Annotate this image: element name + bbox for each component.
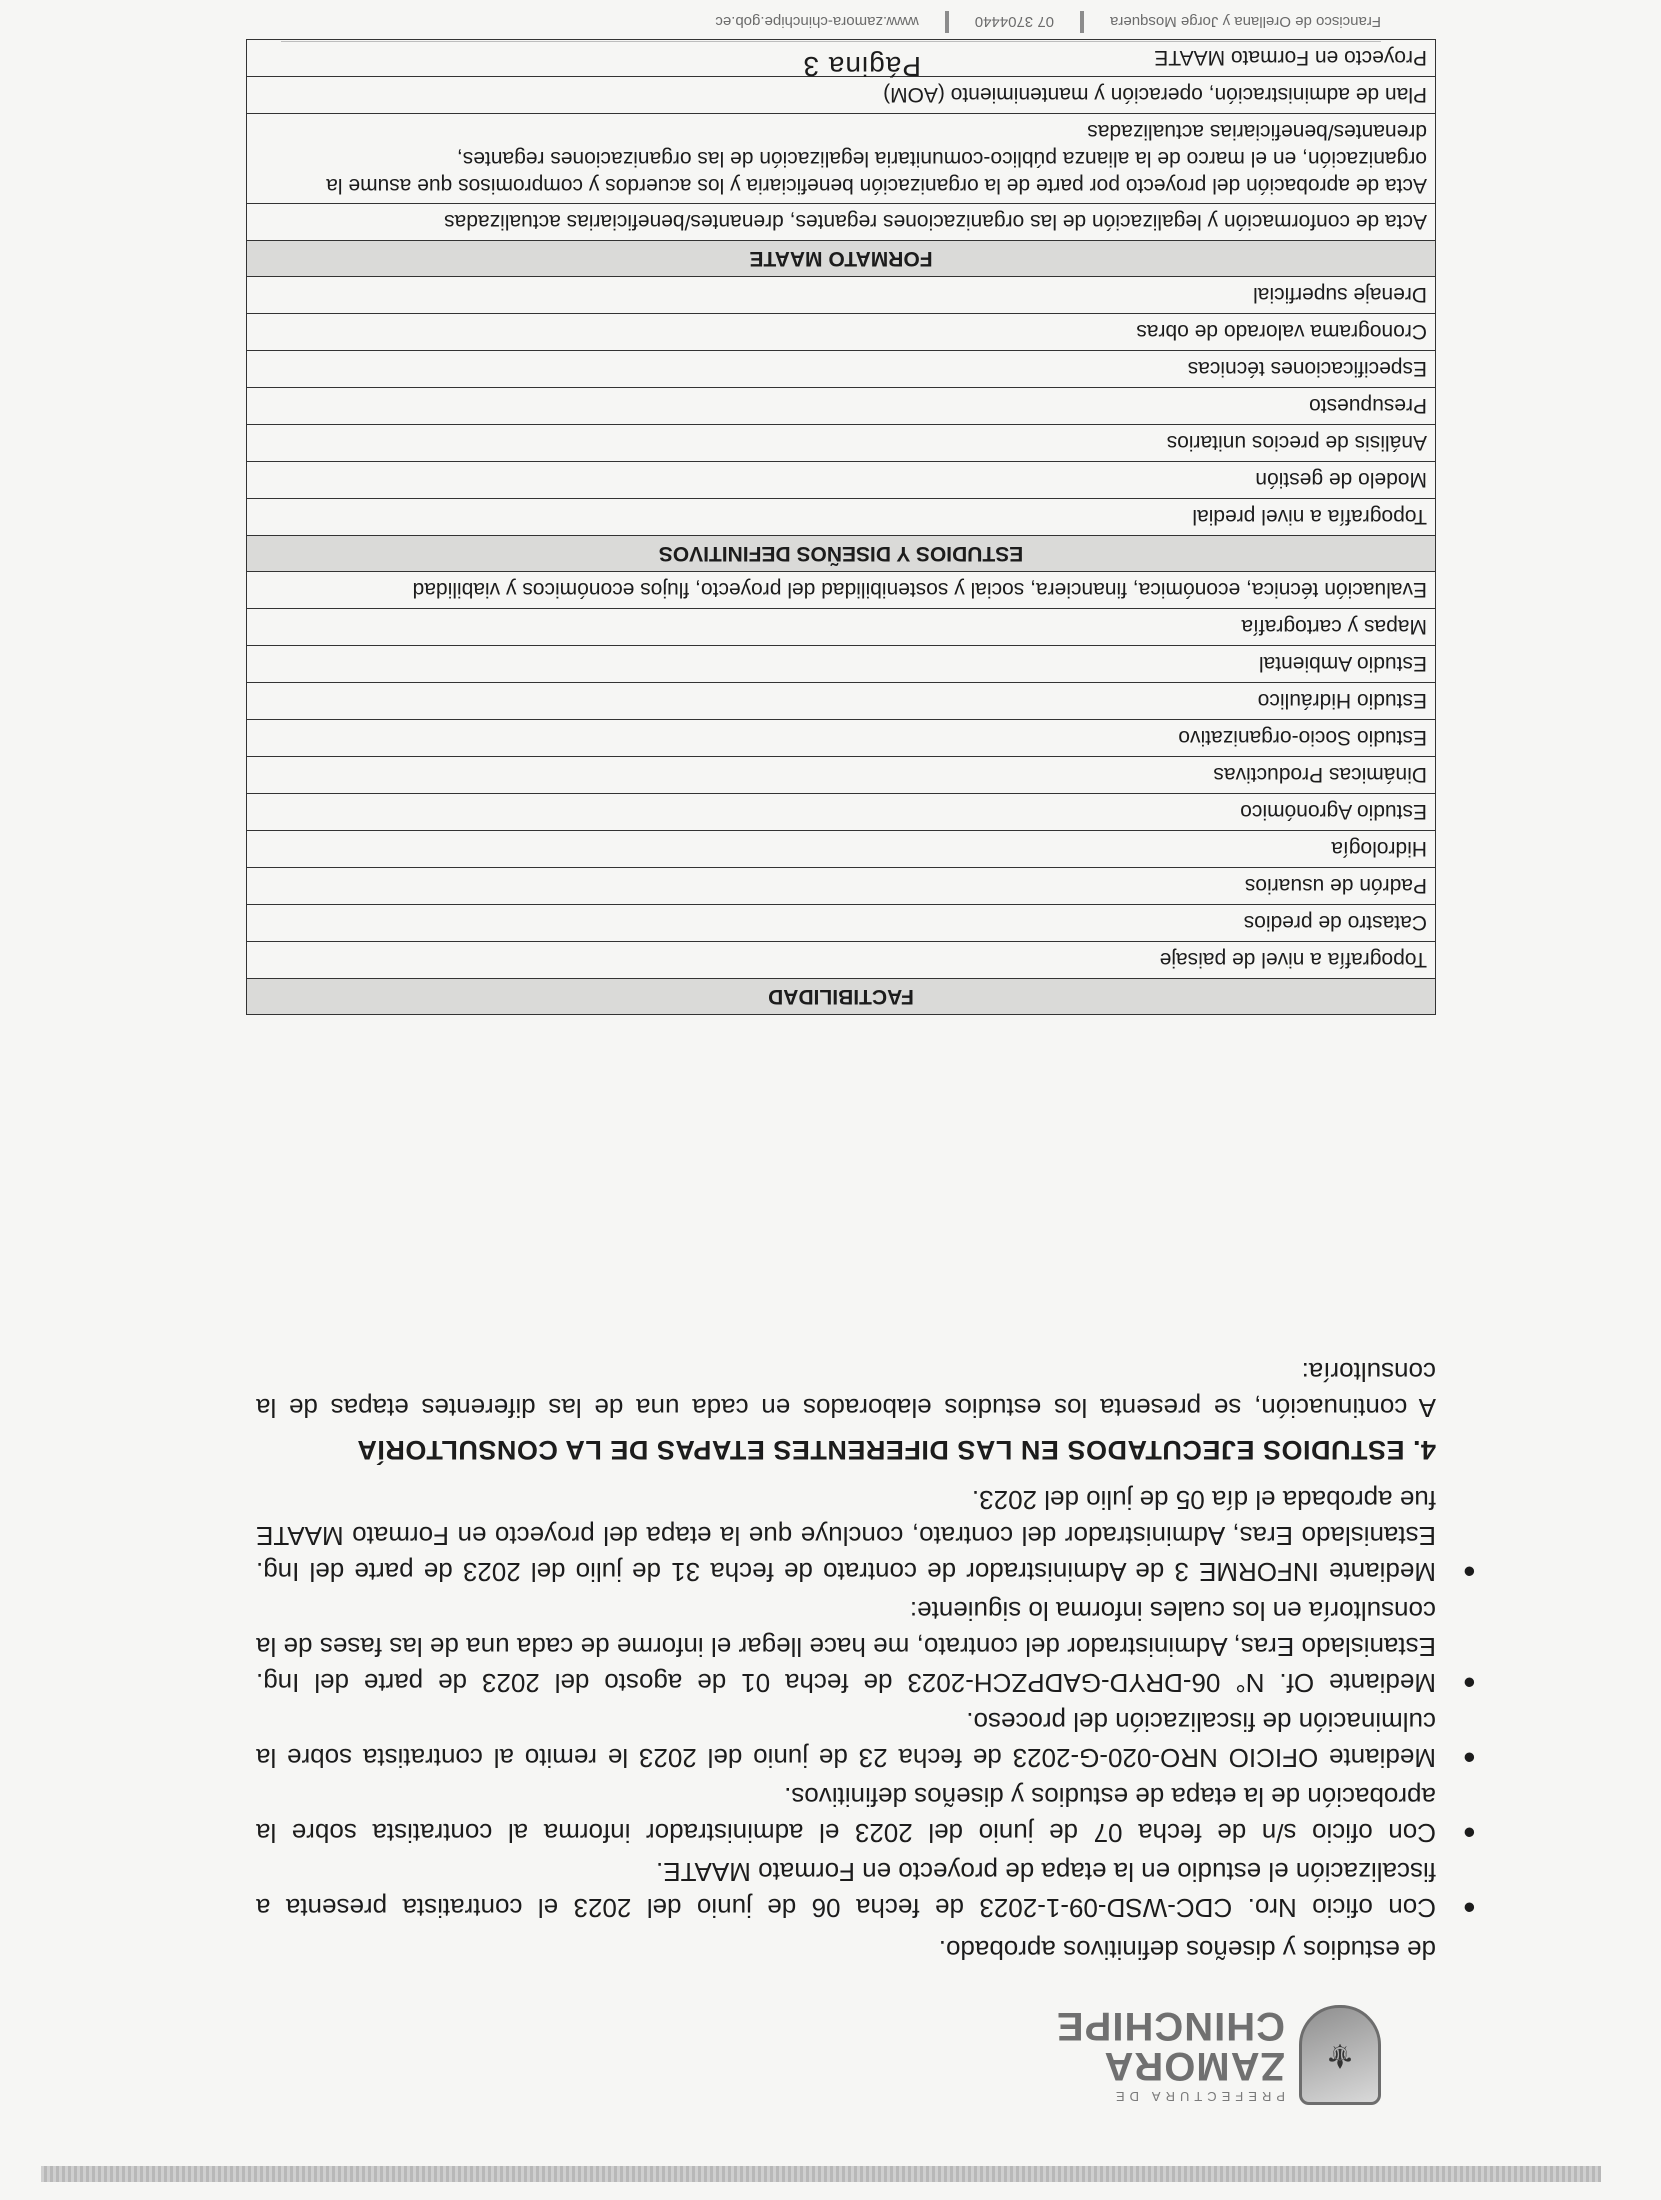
- table-section-header: [247, 241, 1436, 277]
- table-row: [247, 831, 1436, 868]
- body-content: [256, 1350, 1476, 1968]
- table-row: [247, 720, 1436, 757]
- studies-table-body: [247, 40, 1436, 1015]
- logo-prefix: PREFECTURA DE: [1110, 2089, 1285, 2105]
- table-row: [247, 646, 1436, 683]
- studies-table: [246, 39, 1436, 1015]
- study-cell: Modelo de gestión: [247, 462, 1436, 499]
- bullet-item: ● Con oficio Nro. CDC-WSD-09-1-2023 de fecha 06 de junio del 2023 el contratista presenta a fiscalización el estudio en la etapa de proyecto en Formato MAATE.: [256, 1854, 1436, 1926]
- table-row: [247, 609, 1436, 646]
- bullet-icon: ●: [1462, 1671, 1476, 1696]
- study-cell: Presupuesto: [247, 388, 1436, 425]
- table-row: [247, 114, 1436, 204]
- study-cell: Dinámicas Productivas: [247, 757, 1436, 794]
- study-cell: Topografía a nivel predial: [247, 499, 1436, 536]
- footer-website: www.zamora-chinchipe.gob.ec: [715, 13, 919, 31]
- study-cell: Evaluación técnica, económica, financiera, social y sostenibilidad del proyecto, flujos económicos y viabilidad: [247, 572, 1436, 609]
- study-cell: Drenaje superficial: [247, 277, 1436, 314]
- logo-line2: CHINCHIPE: [1055, 2004, 1285, 2049]
- table-row: [247, 351, 1436, 388]
- bullet-icon: ●: [1462, 1821, 1476, 1846]
- study-cell: Estudio Agronómico: [247, 794, 1436, 831]
- table-section-header: [247, 979, 1436, 1015]
- coat-of-arms-icon: ⚜: [1299, 2005, 1381, 2105]
- study-cell: Análisis de precios unitarios: [247, 425, 1436, 462]
- logo-text: [1055, 2004, 1285, 2105]
- intro-paragraph: de estudios y diseños definitivos aprobado.: [938, 1935, 1436, 1965]
- bullet-item: ● Mediante OFICIO NRO-020-G-2023 de fecha 23 de junio del 2023 le remito al contratista sobre la culminación de fiscalización del proceso.: [256, 1704, 1436, 1776]
- bullet-icon: ●: [1462, 1560, 1476, 1585]
- footer-phone: 07 3704440: [974, 13, 1055, 31]
- table-row: [247, 425, 1436, 462]
- study-cell: Acta de conformación y legalización de las organizaciones regantes, drenantes/beneficiarias actualizadas: [247, 204, 1436, 241]
- table-row: [247, 757, 1436, 794]
- study-cell: Cronograma valorado de obras: [247, 314, 1436, 351]
- table-row: [247, 388, 1436, 425]
- study-cell: Plan de administración, operación y mantenimiento (AOM): [247, 77, 1436, 114]
- study-cell: Estudio Hidráulico: [247, 683, 1436, 720]
- study-cell: Mapas y cartografía: [247, 609, 1436, 646]
- study-cell: Estudio Ambiental: [247, 646, 1436, 683]
- bullet-item: ● Con oficio s/n de fecha 07 de junio del 2023 el administrador informa al contratista sobre la aprobación de la etapa de estudios y diseños definitivos.: [256, 1779, 1436, 1851]
- table-row: [247, 683, 1436, 720]
- table-row: [247, 572, 1436, 609]
- bullet-icon: ●: [1462, 1896, 1476, 1921]
- table-row: [247, 868, 1436, 905]
- table-row: [247, 794, 1436, 831]
- page-number: Página 3: [802, 51, 921, 82]
- table-section-header: [247, 536, 1436, 572]
- page-footer: [281, 11, 1381, 42]
- table-row: [247, 942, 1436, 979]
- logo-line1: ZAMORA: [1103, 2044, 1285, 2089]
- section-intro: A continuación, se presenta los estudios elaborados en cada una de las diferentes etapas de la consultoría:: [256, 1357, 1436, 1423]
- table-row: [247, 204, 1436, 241]
- scan-edge-bar: [41, 2166, 1601, 2182]
- study-cell: Padrón de usuarios: [247, 868, 1436, 905]
- footer-separator: [1080, 11, 1084, 33]
- study-cell: Estudio Socio-organizativo: [247, 720, 1436, 757]
- table-row: [247, 77, 1436, 114]
- bullet-list: [256, 1482, 1476, 1926]
- footer-separator: [945, 11, 949, 33]
- study-cell: Topografía a nivel de paisaje: [247, 942, 1436, 979]
- study-cell: Especificaciones técnicas: [247, 351, 1436, 388]
- study-cell: Catastro de predios: [247, 905, 1436, 942]
- table-row: [247, 499, 1436, 536]
- bullet-icon: ●: [1462, 1746, 1476, 1771]
- table-row: [247, 905, 1436, 942]
- study-cell: Acta de aprobación del proyecto por parte de la organización beneficiaria y los acuerdos y compromisos que asume la organización, en el marco de la alianza público-comunitaria legalización de las organizaciones regantes, drenantes/beneficiarias actualizadas: [247, 114, 1436, 204]
- prefecture-logo: [1056, 2005, 1381, 2105]
- bullet-item: ● Mediante Of. N° 06-DRYD-GADPZCH-2023 de fecha 01 de agosto del 2023 de parte del Ing. Estanislado Eras, Administrador del contrato, me hace llegar el informe de cada una de las fases de la consultoría en los cuales informa lo siguiente:: [256, 1593, 1436, 1701]
- study-cell: Hidrología: [247, 831, 1436, 868]
- section-header-cell: FORMATO MAATE: [247, 241, 1436, 277]
- table-row: [247, 462, 1436, 499]
- section-title: 4. ESTUDIOS EJECUTADOS EN LAS DIFERENTES ETAPAS DE LA CONSULTORÍA: [356, 1435, 1436, 1465]
- footer-address: Francisco de Orellana y Jorge Mosquera: [1110, 13, 1381, 31]
- section-header-cell: ESTUDIOS Y DISEÑOS DEFINITIVOS: [247, 536, 1436, 572]
- study-cell: Proyecto en Formato MAATE: [247, 40, 1436, 77]
- bullet-item: ● Mediante INFORME 3 de Administrador de contrato de fecha 31 de julio del 2023 de parte del Ing. Estanislado Eras, Administrador del contrato, concluye que la etapa del proyecto en Formato MAATE fue aprobada el día 05 de julio del 2023.: [256, 1482, 1436, 1590]
- table-row: [247, 314, 1436, 351]
- section-header-cell: FACTIBILIDAD: [247, 979, 1436, 1015]
- table-row: [247, 277, 1436, 314]
